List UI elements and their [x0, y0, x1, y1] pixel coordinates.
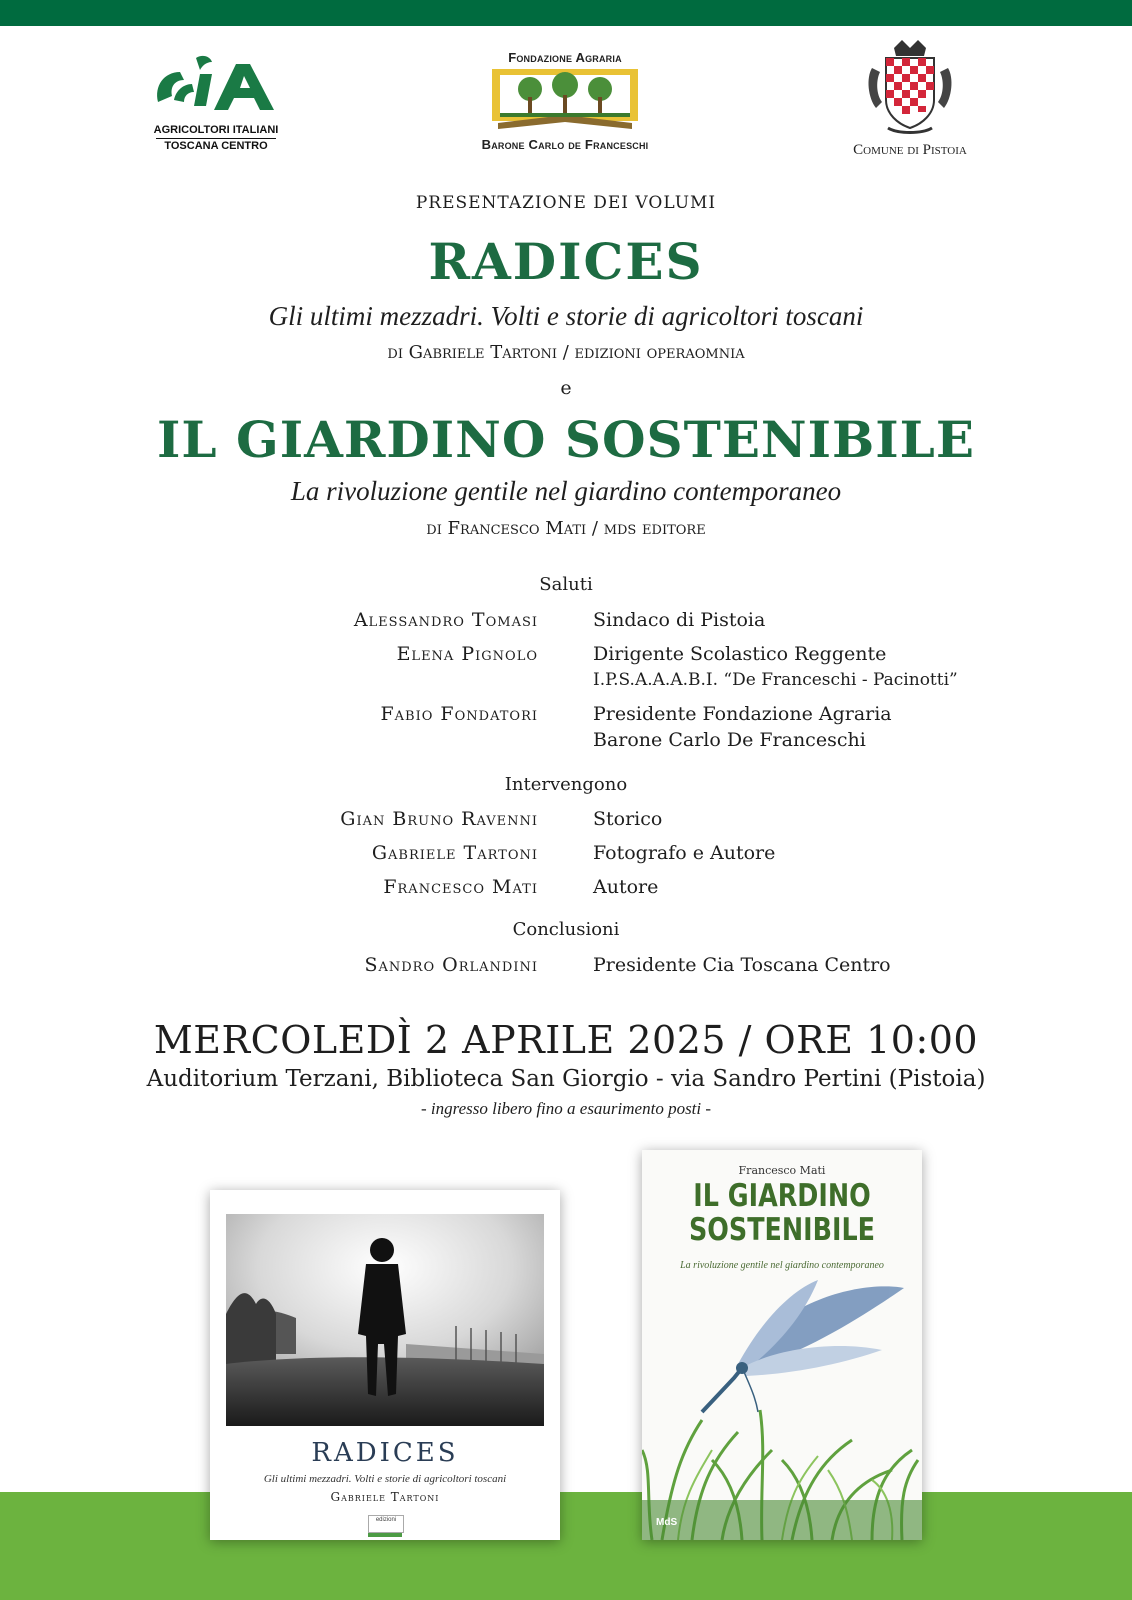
saluti-heading: Saluti: [539, 574, 593, 595]
book1-subtitle: Gli ultimi mezzadri. Volti e storie di agricoltori toscani: [268, 301, 864, 331]
fondazione-logo: [445, 50, 685, 152]
speaker-role: Fotografo e Autore: [593, 842, 776, 864]
speaker-role: Presidente Fondazione Agraria: [593, 703, 892, 725]
speaker-name: Gabriele Tartoni: [371, 842, 538, 864]
speaker-name: Alessandro Tomasi: [353, 609, 538, 631]
cover-subtitle: La rivoluzione gentile nel giardino contemporaneo: [680, 1260, 884, 1271]
speaker-name: Sandro Orlandini: [364, 954, 538, 976]
speaker-role-line2: I.P.S.A.A.A.B.I. “De Franceschi - Pacinotti”: [593, 670, 958, 690]
event-venue: Auditorium Terzani, Biblioteca San Giorgio - via Sandro Pertini (Pistoia): [146, 1066, 986, 1092]
book2-subtitle: La rivoluzione gentile nel giardino contemporaneo: [290, 476, 842, 506]
book1-byline: di Gabriele Tartoni / edizioni operaomnia: [387, 342, 745, 363]
pistoia-logo: [835, 38, 985, 159]
speaker-role: Autore: [593, 876, 659, 898]
speaker-name: Elena Pignolo: [396, 643, 538, 665]
speaker-role: Storico: [593, 808, 663, 830]
fondazione-line1: Fondazione Agraria: [508, 50, 622, 65]
pistoia-coat-of-arms: [858, 38, 962, 136]
speaker-role: Sindaco di Pistoia: [593, 609, 766, 631]
publisher-bar: [368, 1533, 402, 1537]
cia-line2: TOSCANA CENTRO: [164, 140, 268, 152]
speaker-role-line2: Barone Carlo De Franceschi: [593, 729, 866, 751]
cover-author: Gabriele Tartoni: [330, 1490, 440, 1504]
top-green-band: [0, 0, 1132, 26]
cover-author: Francesco Mati: [738, 1164, 826, 1177]
event-datetime: MERCOLEDÌ 2 APRILE 2025 / ORE 10:00: [153, 1018, 979, 1062]
intervengono-heading: Intervengono: [504, 774, 628, 795]
book-tree-emblem: [490, 65, 640, 133]
cia-logo-mark: [150, 50, 282, 120]
cover-title-line1: IL GIARDINO: [693, 1178, 871, 1214]
publisher-logo: MdS: [656, 1517, 678, 1528]
pistoia-label: Comune di Pistoia: [853, 142, 967, 158]
giardino-book-cover: [642, 1150, 922, 1540]
book2-title: IL GIARDINO SOSTENIBILE: [157, 410, 975, 469]
conclusioni-heading: Conclusioni: [512, 919, 620, 940]
book2-byline: di Francesco Mati / mds editore: [426, 518, 706, 539]
bottom-green-band: [0, 1492, 1132, 1600]
conjunction: e: [560, 377, 572, 399]
event-note: - ingresso libero fino a esaurimento posti -: [420, 1099, 712, 1118]
radices-book-cover: [210, 1190, 560, 1540]
fondazione-line2: Barone Carlo de Franceschi: [481, 137, 649, 152]
cia-logo: [150, 50, 282, 153]
speaker-name: Gian Bruno Ravenni: [340, 808, 538, 830]
speaker-role: Dirigente Scolastico Reggente: [593, 643, 887, 665]
speaker-name: Fabio Fondatori: [380, 703, 538, 725]
cover-subtitle: Gli ultimi mezzadri. Volti e storie di agricoltori toscani: [263, 1473, 507, 1485]
cover-title: RADICES: [311, 1438, 459, 1468]
speaker-name: Francesco Mati: [383, 876, 538, 898]
publisher-logo: edizioni: [368, 1515, 404, 1533]
book1-title: RADICES: [428, 232, 704, 291]
cover-title-line2: SOSTENIBILE: [688, 1212, 876, 1248]
farmer-silhouette-photo: [226, 1214, 544, 1426]
intro-line: PRESENTAZIONE DEI VOLUMI: [415, 193, 717, 213]
cia-line1: AGRICOLTORI ITALIANI: [153, 124, 279, 136]
speaker-role: Presidente Cia Toscana Centro: [593, 954, 891, 976]
